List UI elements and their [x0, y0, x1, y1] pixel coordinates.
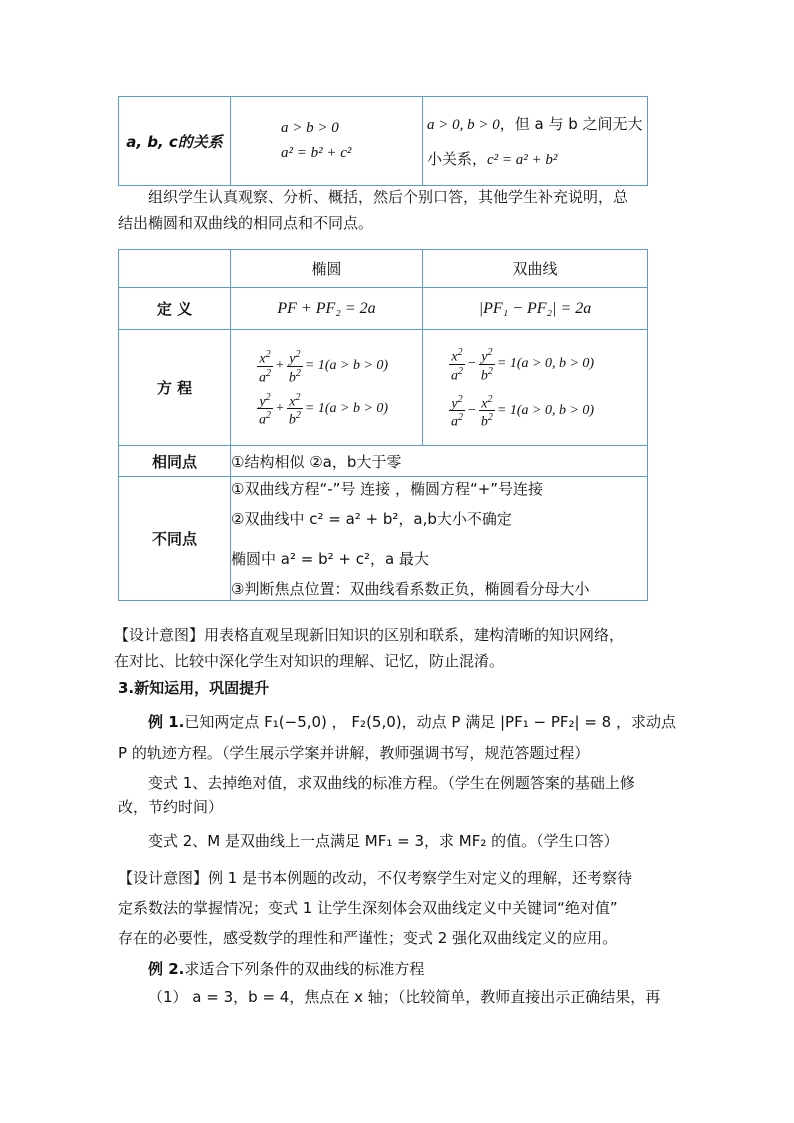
header-ellipse-text: 椭圆: [311, 260, 342, 278]
ellipse-equation-2-cond: = 1(a > b > 0): [304, 400, 389, 416]
ellipse-equation-1-cond: = 1(a > b > 0): [304, 358, 389, 374]
hyperbola-relation-line2: [427, 148, 647, 169]
relation-ellipse-cell: [231, 97, 423, 186]
design-intent-2-line-2: 定系数法的掌握情况；变式 1 让学生深刻体会双曲线定义中关键词“绝对值”: [118, 899, 618, 917]
header-hyperbola: [423, 250, 648, 288]
header-empty-cell: [119, 250, 231, 288]
relation-row-label: [119, 97, 231, 186]
difference-label: [119, 477, 231, 601]
design-intent-1-line-2: 在对比、比较中深化学生对知识的理解、记忆，防止混淆。: [114, 652, 505, 670]
definition-ellipse: [231, 288, 423, 330]
paragraph-1-line-2: 结出椭圆和双曲线的相同点和不同点。: [118, 214, 374, 232]
variant-2: 变式 2、M 是双曲线上一点满足 MF₁ = 3，求 MF₂ 的值。（学生口答）: [148, 832, 619, 850]
example-2-label: 例 2.: [148, 960, 185, 978]
definition-hyperbola: [423, 288, 648, 330]
header-ellipse: [231, 250, 423, 288]
hyperbola-condition: a > 0, b > 0: [427, 117, 500, 133]
relation-hyperbola-cell: [423, 97, 648, 186]
definition-hyperbola-formula: |PF₁ − PF₂| = 2a: [478, 300, 592, 317]
example-1-line-2: P 的轨迹方程。（学生展示学案并讲解，教师强调书写，规范答题过程）: [118, 744, 590, 762]
example-1-text: 已知两定点 F₁(−5,0) ， F₂(5,0)，动点 P 满足 |PF₁ − PF₂| = 8 ，求动点: [184, 713, 676, 731]
hyperbola-relation: c² = a² + b²: [487, 152, 558, 168]
design-intent-1-line-1: 【设计意图】用表格直观呈现新旧知识的区别和联系，建构清晰的知识网络，: [114, 626, 625, 644]
paragraph-1: [118, 184, 678, 236]
hyperbola-equation-2-cond: = 1(a > 0, b > 0): [496, 402, 595, 418]
hyperbola-equation-1-cond: = 1(a > 0, b > 0): [496, 356, 595, 372]
similarity-content: ①结构相似 ②a，b大于零: [231, 452, 402, 471]
ellipse-equation-1: $\frac{x^2}{a^2}$ + $\frac{y^2}{b^2}$ = 1(a > b > 0): [259, 349, 389, 386]
design-intent-2-line-1: 【设计意图】例 1 是书本例题的改动，不仅考察学生对定义的理解，还考察待: [118, 869, 633, 887]
equation-label-text: 方 程: [156, 379, 193, 397]
definition-label: [119, 288, 231, 330]
similarity-label: [119, 446, 231, 477]
relation-label-text: a, b, c的关系: [126, 132, 223, 151]
hyperbola-note: ，但 a 与 b 之间无大: [499, 115, 643, 133]
example-2-title: [148, 958, 424, 979]
definition-ellipse-formula: PF + PF₂ = 2a: [277, 300, 376, 317]
example-2-text: 求适合下列条件的双曲线的标准方程: [184, 960, 425, 978]
example-1-line-1: [148, 711, 676, 732]
design-intent-2: [118, 863, 688, 953]
section-heading: 3.新知运用，巩固提升: [118, 679, 270, 697]
relation-table: [118, 96, 648, 186]
difference-item-3: 椭圆中 a² = b² + c²，a 最大: [231, 550, 429, 568]
variant-1-line-2: 改，节约时间）: [118, 798, 224, 816]
difference-item-1: ①双曲线方程“-”号 连接 ，椭圆方程“+”号连接: [231, 480, 544, 498]
similarity-label-text: 相同点: [151, 452, 197, 471]
header-hyperbola-text: 双曲线: [512, 260, 558, 278]
hyperbola-note-2: 小关系，: [427, 150, 488, 168]
equation-ellipse: [231, 330, 423, 446]
example-2-item-1: （1） a = 3，b = 4，焦点在 x 轴；（比较简单，教师直接出示正确结果，再: [148, 988, 661, 1006]
example-1-label: 例 1.: [148, 713, 185, 731]
equation-label: [119, 330, 231, 446]
equation-hyperbola: [423, 330, 648, 446]
paragraph-1-line-1: 组织学生认真观察、分析、概括，然后个别口答，其他学生补充说明，总: [148, 188, 629, 206]
difference-item-4: ③判断焦点位置：双曲线看系数正负，椭圆看分母大小: [231, 580, 590, 598]
definition-label-text: 定 义: [156, 300, 193, 318]
design-intent-1: [114, 622, 694, 674]
difference-item-2: ②双曲线中 c² = a² + b²，a,b大小不确定: [231, 510, 512, 528]
ellipse-condition: a > b > 0: [281, 120, 339, 136]
difference-label-text: 不同点: [151, 530, 197, 548]
hyperbola-relation-line1: [427, 113, 647, 134]
design-intent-2-line-3: 存在的必要性，感受数学的理性和严谨性；变式 2 强化双曲线定义的应用。: [118, 929, 618, 947]
variant-1-line-1: 变式 1、去掉绝对值，求双曲线的标准方程。（学生在例题答案的基础上修: [148, 774, 635, 792]
comparison-table: [118, 249, 648, 601]
hyperbola-equation-2: $\frac{y^2}{a^2}$ − $\frac{x^2}{b^2}$ = 1(a > 0, b > 0): [451, 393, 595, 430]
similarity-text: [231, 446, 648, 477]
hyperbola-equation-1: $\frac{x^2}{a^2}$ − $\frac{y^2}{b^2}$ = 1(a > 0, b > 0): [451, 347, 595, 384]
difference-text: [231, 477, 648, 601]
ellipse-equation-2: $\frac{y^2}{a^2}$ + $\frac{x^2}{b^2}$ = 1(a > b > 0): [259, 391, 389, 428]
ellipse-relation: a² = b² + c²: [281, 145, 352, 161]
